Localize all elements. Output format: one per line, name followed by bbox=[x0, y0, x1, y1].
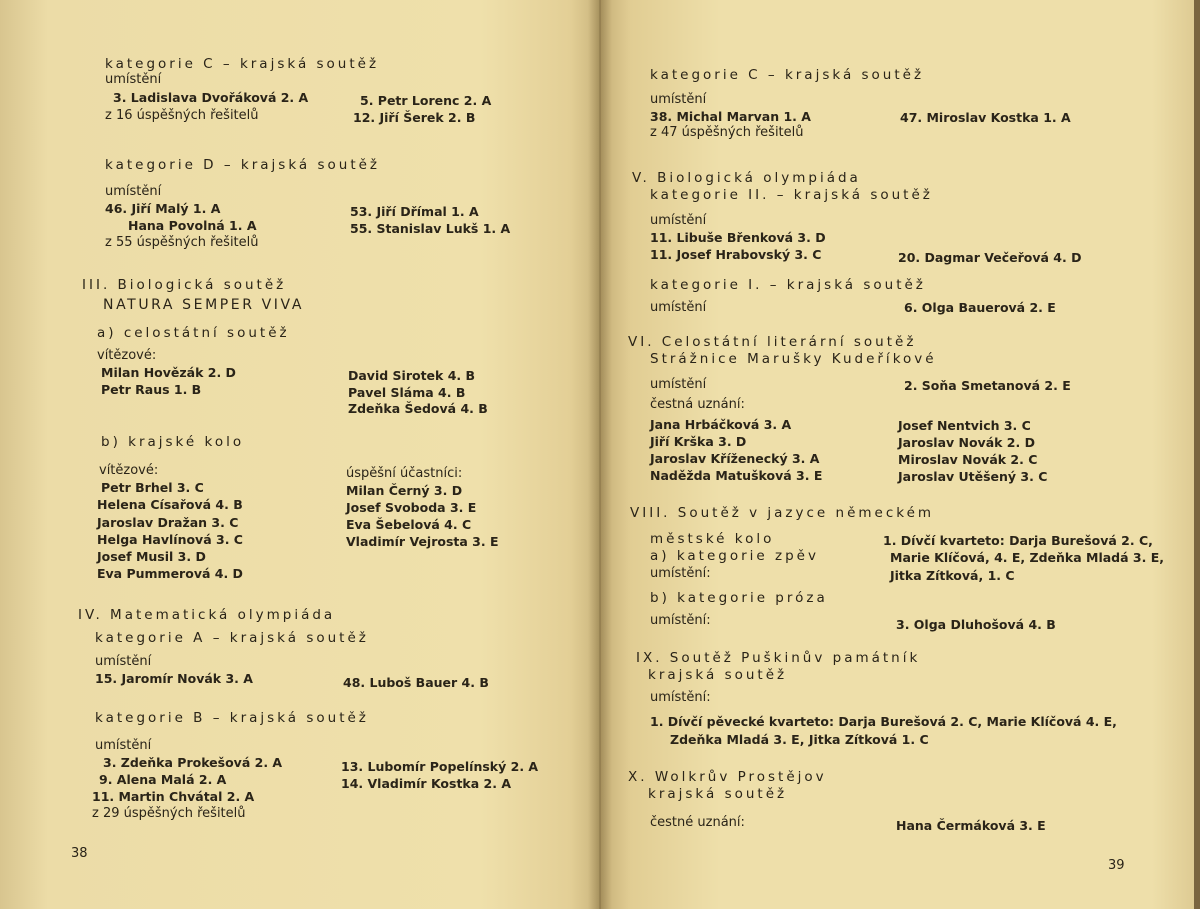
left-text-line: Milan Hovězák 2. D bbox=[101, 365, 236, 380]
right-text-line: 47. Miroslav Kostka 1. A bbox=[900, 110, 1071, 125]
left-text-line: Helena Císařová 4. B bbox=[97, 497, 243, 512]
left-text-line: b) krajské kolo bbox=[101, 434, 245, 450]
page-edge bbox=[1194, 0, 1200, 909]
left-text-line: III. Biologická soutěž bbox=[82, 277, 287, 293]
left-text-line: 55. Stanislav Lukš 1. A bbox=[350, 221, 511, 236]
left-text-line: 3. Ladislava Dvořáková 2. A bbox=[113, 90, 309, 105]
right-text-line: Jaroslav Novák 2. D bbox=[898, 435, 1035, 450]
right-text-line: Josef Nentvich 3. C bbox=[898, 418, 1031, 433]
right-text-line: 1. Dívčí pěvecké kvarteto: Darja Burešová 2. C, Marie Klíčová 4. E, bbox=[650, 714, 1117, 729]
left-text-line: 46. Jiří Malý 1. A bbox=[105, 201, 221, 216]
left-text-line: z 29 úspěšných řešitelů bbox=[92, 806, 246, 821]
right-text-line: čestné uznání: bbox=[650, 815, 745, 830]
left-text-line: 3. Zdeňka Prokešová 2. A bbox=[103, 755, 283, 770]
right-text-line: b) kategorie próza bbox=[650, 590, 828, 606]
right-text-line: kategorie I. – krajská soutěž bbox=[650, 277, 926, 293]
right-text-line: Jana Hrbáčková 3. A bbox=[650, 417, 792, 432]
right-text-line: umístění bbox=[650, 92, 707, 107]
left-text-line: umístění bbox=[95, 738, 152, 753]
right-text-line: Jitka Zítková, 1. C bbox=[890, 568, 1015, 583]
left-text-line: 15. Jaromír Novák 3. A bbox=[95, 671, 253, 686]
right-text-line: umístění: bbox=[650, 690, 711, 705]
left-text-line: z 16 úspěšných řešitelů bbox=[105, 108, 259, 123]
right-text-line: čestná uznání: bbox=[650, 397, 745, 412]
right-text-line: umístění bbox=[650, 300, 707, 315]
right-text-line: a) kategorie zpěv bbox=[650, 548, 819, 564]
left-text-line: kategorie D – krajská soutěž bbox=[105, 157, 381, 173]
right-text-line: 11. Josef Hrabovský 3. C bbox=[650, 247, 822, 262]
left-text-line: úspěšní účastníci: bbox=[346, 466, 463, 481]
left-text-line: umístění bbox=[95, 654, 152, 669]
left-text-line: NATURA SEMPER VIVA bbox=[103, 297, 304, 313]
left-text-line: Josef Musil 3. D bbox=[97, 549, 206, 564]
right-text-line: Jiří Krška 3. D bbox=[650, 434, 747, 449]
left-text-line: Vladimír Vejrosta 3. E bbox=[346, 534, 499, 549]
right-text-line: 6. Olga Bauerová 2. E bbox=[904, 300, 1056, 315]
left-text-line: 13. Lubomír Popelínský 2. A bbox=[341, 759, 539, 774]
book-gutter bbox=[588, 0, 612, 909]
left-text-line: 11. Martin Chvátal 2. A bbox=[92, 789, 255, 804]
right-text-line: 1. Dívčí kvarteto: Darja Burešová 2. C, bbox=[883, 533, 1153, 548]
right-text-line: 2. Soňa Smetanová 2. E bbox=[904, 378, 1071, 393]
left-text-line: 48. Luboš Bauer 4. B bbox=[343, 675, 489, 690]
left-text-line: Hana Povolná 1. A bbox=[128, 218, 257, 233]
right-text-line: městské kolo bbox=[650, 531, 775, 547]
left-text-line: 53. Jiří Dřímal 1. A bbox=[350, 204, 479, 219]
left-text-line: kategorie C – krajská soutěž bbox=[105, 56, 380, 72]
left-text-line: Eva Pummerová 4. D bbox=[97, 566, 243, 581]
right-text-line: Jaroslav Utěšený 3. C bbox=[898, 469, 1048, 484]
left-text-line: 9. Alena Malá 2. A bbox=[99, 772, 227, 787]
left-text-line: vítězové: bbox=[99, 463, 159, 478]
right-text-line: Miroslav Novák 2. C bbox=[898, 452, 1038, 467]
left-text-line: Zdeňka Šedová 4. B bbox=[348, 401, 488, 416]
left-text-line: David Sirotek 4. B bbox=[348, 368, 476, 383]
left-text-line: umístění bbox=[105, 72, 162, 87]
right-text-line: kategorie C – krajská soutěž bbox=[650, 67, 925, 83]
left-text-line: Milan Černý 3. D bbox=[346, 483, 463, 498]
left-text-line: z 55 úspěšných řešitelů bbox=[105, 235, 259, 250]
right-text-line: umístění bbox=[650, 377, 707, 392]
left-text-line: IV. Matematická olympiáda bbox=[78, 607, 336, 623]
right-text-line: krajská soutěž bbox=[648, 786, 788, 802]
left-text-line: Petr Raus 1. B bbox=[101, 382, 202, 397]
right-text-line: umístění: bbox=[650, 566, 711, 581]
left-text-line: Jaroslav Dražan 3. C bbox=[97, 515, 239, 530]
right-text-line: umístění: bbox=[650, 613, 711, 628]
left-text-line: 5. Petr Lorenc 2. A bbox=[360, 93, 492, 108]
right-text-line: Jaroslav Kříženecký 3. A bbox=[650, 451, 820, 466]
right-text-line: V. Biologická olympiáda bbox=[632, 170, 861, 186]
right-text-line: 11. Libuše Břenková 3. D bbox=[650, 230, 826, 245]
page-number-right: 39 bbox=[1108, 858, 1125, 873]
left-text-line: Petr Brhel 3. C bbox=[101, 480, 204, 495]
left-text-line: Eva Šebelová 4. C bbox=[346, 517, 472, 532]
right-text-line: Naděžda Matušková 3. E bbox=[650, 468, 823, 483]
left-text-line: vítězové: bbox=[97, 348, 157, 363]
right-text-line: kategorie II. – krajská soutěž bbox=[650, 187, 933, 203]
right-text-line: Zdeňka Mladá 3. E, Jitka Zítková 1. C bbox=[670, 732, 929, 747]
left-text-line: kategorie A – krajská soutěž bbox=[95, 630, 369, 646]
right-text-line: IX. Soutěž Puškinův památník bbox=[636, 650, 921, 666]
right-text-line: VI. Celostátní literární soutěž bbox=[628, 334, 917, 350]
right-text-line: Marie Klíčová, 4. E, Zdeňka Mladá 3. E, bbox=[890, 550, 1164, 565]
right-text-line: VIII. Soutěž v jazyce německém bbox=[630, 505, 935, 521]
left-text-line: 14. Vladimír Kostka 2. A bbox=[341, 776, 511, 791]
left-text-line: Josef Svoboda 3. E bbox=[346, 500, 477, 515]
right-text-line: 38. Michal Marvan 1. A bbox=[650, 109, 811, 124]
right-text-line: umístění bbox=[650, 213, 707, 228]
left-text-line: Pavel Sláma 4. B bbox=[348, 385, 466, 400]
right-text-line: 3. Olga Dluhošová 4. B bbox=[896, 617, 1056, 632]
left-text-line: Helga Havlínová 3. C bbox=[97, 532, 243, 547]
right-text-line: krajská soutěž bbox=[648, 667, 788, 683]
right-text-line: Strážnice Marušky Kudeříkové bbox=[650, 351, 937, 367]
page-39 bbox=[600, 0, 1200, 909]
page-number-left: 38 bbox=[71, 846, 88, 861]
left-text-line: kategorie B – krajská soutěž bbox=[95, 710, 369, 726]
right-text-line: Hana Čermáková 3. E bbox=[896, 818, 1046, 833]
right-text-line: z 47 úspěšných řešitelů bbox=[650, 125, 804, 140]
left-text-line: umístění bbox=[105, 184, 162, 199]
left-text-line: a) celostátní soutěž bbox=[97, 325, 290, 341]
right-text-line: X. Wolkrův Prostějov bbox=[628, 769, 827, 785]
right-text-line: 20. Dagmar Večeřová 4. D bbox=[898, 250, 1082, 265]
left-text-line: 12. Jiří Šerek 2. B bbox=[353, 110, 476, 125]
